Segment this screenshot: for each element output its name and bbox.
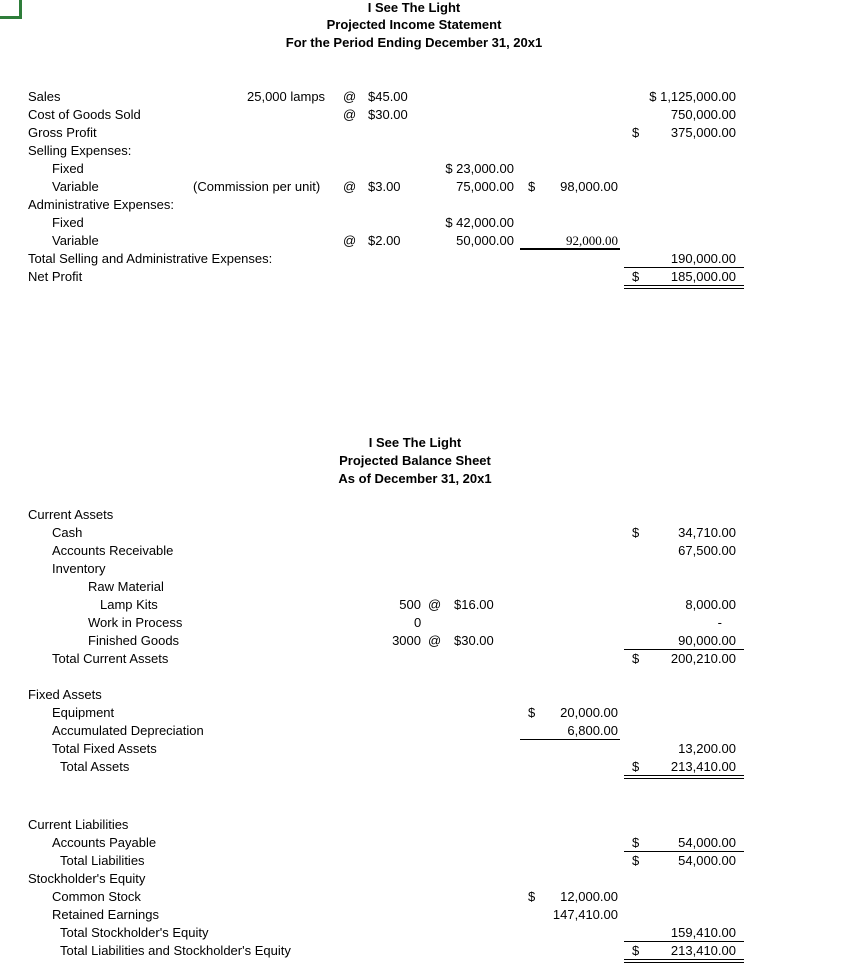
income-company: I See The Light bbox=[367, 0, 461, 15]
income-title: Projected Income Statement bbox=[326, 17, 502, 32]
cell-selection-handle bbox=[19, 0, 22, 19]
underline bbox=[624, 851, 744, 852]
fixed-assets-label: Fixed Assets bbox=[28, 687, 102, 702]
sales-price: $45.00 bbox=[368, 89, 408, 104]
double-underline bbox=[624, 285, 744, 289]
finished-goods-qty: 3000 bbox=[392, 633, 421, 648]
underline bbox=[520, 249, 620, 250]
total-sa-amount: 190,000.00 bbox=[670, 251, 736, 266]
admin-expenses-label: Administrative Expenses: bbox=[28, 197, 174, 212]
total-liabilities-label: Total Liabilities bbox=[60, 853, 145, 868]
selling-total: 98,000.00 bbox=[560, 179, 618, 194]
ar-label: Accounts Receivable bbox=[52, 543, 174, 558]
double-underline bbox=[624, 775, 744, 779]
total-fixed-assets-label: Total Fixed Assets bbox=[52, 741, 157, 756]
dollar-sign: $ bbox=[632, 853, 640, 868]
accounts-payable-label: Accounts Payable bbox=[52, 835, 157, 850]
total-liabilities-amount: 54,000.00 bbox=[678, 853, 736, 868]
dollar-sign: $ bbox=[528, 705, 536, 720]
selling-variable-rate: $3.00 bbox=[368, 179, 401, 194]
selling-variable-amount: 75,000.00 bbox=[456, 179, 514, 194]
current-liabilities-label: Current Liabilities bbox=[28, 817, 129, 832]
wip-amount: - bbox=[717, 615, 722, 630]
admin-fixed-amount: $ 42,000.00 bbox=[445, 215, 514, 230]
total-current-assets-amount: 200,210.00 bbox=[670, 651, 736, 666]
lamp-kits-qty: 500 bbox=[399, 597, 421, 612]
cogs-price: $30.00 bbox=[368, 107, 408, 122]
dollar-sign: $ bbox=[632, 525, 640, 540]
admin-variable-amount: 50,000.00 bbox=[456, 233, 514, 248]
total-fixed-assets-amount: 13,200.00 bbox=[678, 741, 736, 756]
dollar-sign: $ bbox=[632, 651, 640, 666]
admin-fixed-label: Fixed bbox=[52, 215, 84, 230]
sales-units: 25,000 lamps bbox=[247, 89, 326, 104]
gross-profit-total: 375,000.00 bbox=[670, 125, 736, 140]
gross-profit-label: Gross Profit bbox=[28, 125, 97, 140]
selling-fixed-label: Fixed bbox=[52, 161, 84, 176]
selling-expenses-label: Selling Expenses: bbox=[28, 143, 132, 158]
dollar-sign: $ bbox=[632, 759, 640, 774]
lamp-kits-price: $16.00 bbox=[454, 597, 494, 612]
total-se-amount: 159,410.00 bbox=[670, 925, 736, 940]
at-sign: @ bbox=[343, 107, 357, 122]
selling-variable-label: Variable bbox=[52, 179, 99, 194]
commission-note: (Commission per unit) bbox=[193, 179, 321, 194]
equipment-amount: 20,000.00 bbox=[560, 705, 618, 720]
dollar-sign: $ bbox=[528, 179, 536, 194]
total-sa-label: Total Selling and Administrative Expenses: bbox=[28, 251, 273, 266]
dollar-sign: $ bbox=[632, 835, 640, 850]
dollar-sign: $ bbox=[632, 125, 640, 140]
wip-label: Work in Process bbox=[88, 615, 183, 630]
net-profit-label: Net Profit bbox=[28, 269, 83, 284]
total-se-label: Total Stockholder's Equity bbox=[60, 925, 209, 940]
accumulated-depreciation-label: Accumulated Depreciation bbox=[52, 723, 204, 738]
sales-total: $ 1,125,000.00 bbox=[649, 89, 736, 104]
common-stock-amount: 12,000.00 bbox=[560, 889, 618, 904]
underline bbox=[520, 739, 620, 740]
underline bbox=[624, 941, 744, 942]
total-liab-se-amount: 213,410.00 bbox=[670, 943, 736, 958]
cogs-total: 750,000.00 bbox=[670, 107, 736, 122]
wip-qty: 0 bbox=[414, 615, 422, 630]
dollar-sign: $ bbox=[632, 943, 640, 958]
inventory-label: Inventory bbox=[52, 561, 106, 576]
selling-fixed-amount: $ 23,000.00 bbox=[445, 161, 514, 176]
total-current-assets-label: Total Current Assets bbox=[52, 651, 169, 666]
balance-date: As of December 31, 20x1 bbox=[338, 471, 492, 486]
total-assets-amount: 213,410.00 bbox=[670, 759, 736, 774]
cash-label: Cash bbox=[52, 525, 83, 540]
cogs-label: Cost of Goods Sold bbox=[28, 107, 141, 122]
dollar-sign: $ bbox=[528, 889, 536, 904]
finished-goods-amount: 90,000.00 bbox=[678, 633, 736, 648]
finished-goods-label: Finished Goods bbox=[88, 633, 180, 648]
equipment-label: Equipment bbox=[52, 705, 115, 720]
sales-label: Sales bbox=[28, 89, 61, 104]
dollar-sign: $ bbox=[632, 269, 640, 284]
accounts-payable-amount: 54,000.00 bbox=[678, 835, 736, 850]
raw-material-label: Raw Material bbox=[88, 579, 164, 594]
underline bbox=[624, 267, 744, 268]
retained-earnings-label: Retained Earnings bbox=[52, 907, 159, 922]
admin-variable-rate: $2.00 bbox=[368, 233, 401, 248]
cash-amount: 34,710.00 bbox=[678, 525, 736, 540]
balance-title: Projected Balance Sheet bbox=[339, 453, 491, 468]
double-underline bbox=[624, 959, 744, 963]
ar-amount: 67,500.00 bbox=[678, 543, 736, 558]
admin-total: 92,000.00 bbox=[566, 233, 618, 248]
total-assets-label: Total Assets bbox=[60, 759, 130, 774]
stockholders-equity-label: Stockholder's Equity bbox=[28, 871, 146, 886]
balance-company: I See The Light bbox=[368, 435, 462, 450]
net-profit-amount: 185,000.00 bbox=[670, 269, 736, 284]
finished-goods-price: $30.00 bbox=[454, 633, 494, 648]
lamp-kits-amount: 8,000.00 bbox=[685, 597, 736, 612]
at-sign: @ bbox=[428, 597, 442, 612]
income-period: For the Period Ending December 31, 20x1 bbox=[285, 35, 543, 50]
underline bbox=[624, 649, 744, 650]
accumulated-depreciation-amount: 6,800.00 bbox=[567, 723, 618, 738]
admin-variable-label: Variable bbox=[52, 233, 99, 248]
at-sign: @ bbox=[343, 179, 357, 194]
total-liab-se-label: Total Liabilities and Stockholder's Equity bbox=[60, 943, 291, 958]
current-assets-label: Current Assets bbox=[28, 507, 114, 522]
lamp-kits-label: Lamp Kits bbox=[100, 597, 158, 612]
common-stock-label: Common Stock bbox=[52, 889, 141, 904]
at-sign: @ bbox=[343, 233, 357, 248]
retained-earnings-amount: 147,410.00 bbox=[552, 907, 618, 922]
at-sign: @ bbox=[343, 89, 357, 104]
at-sign: @ bbox=[428, 633, 442, 648]
